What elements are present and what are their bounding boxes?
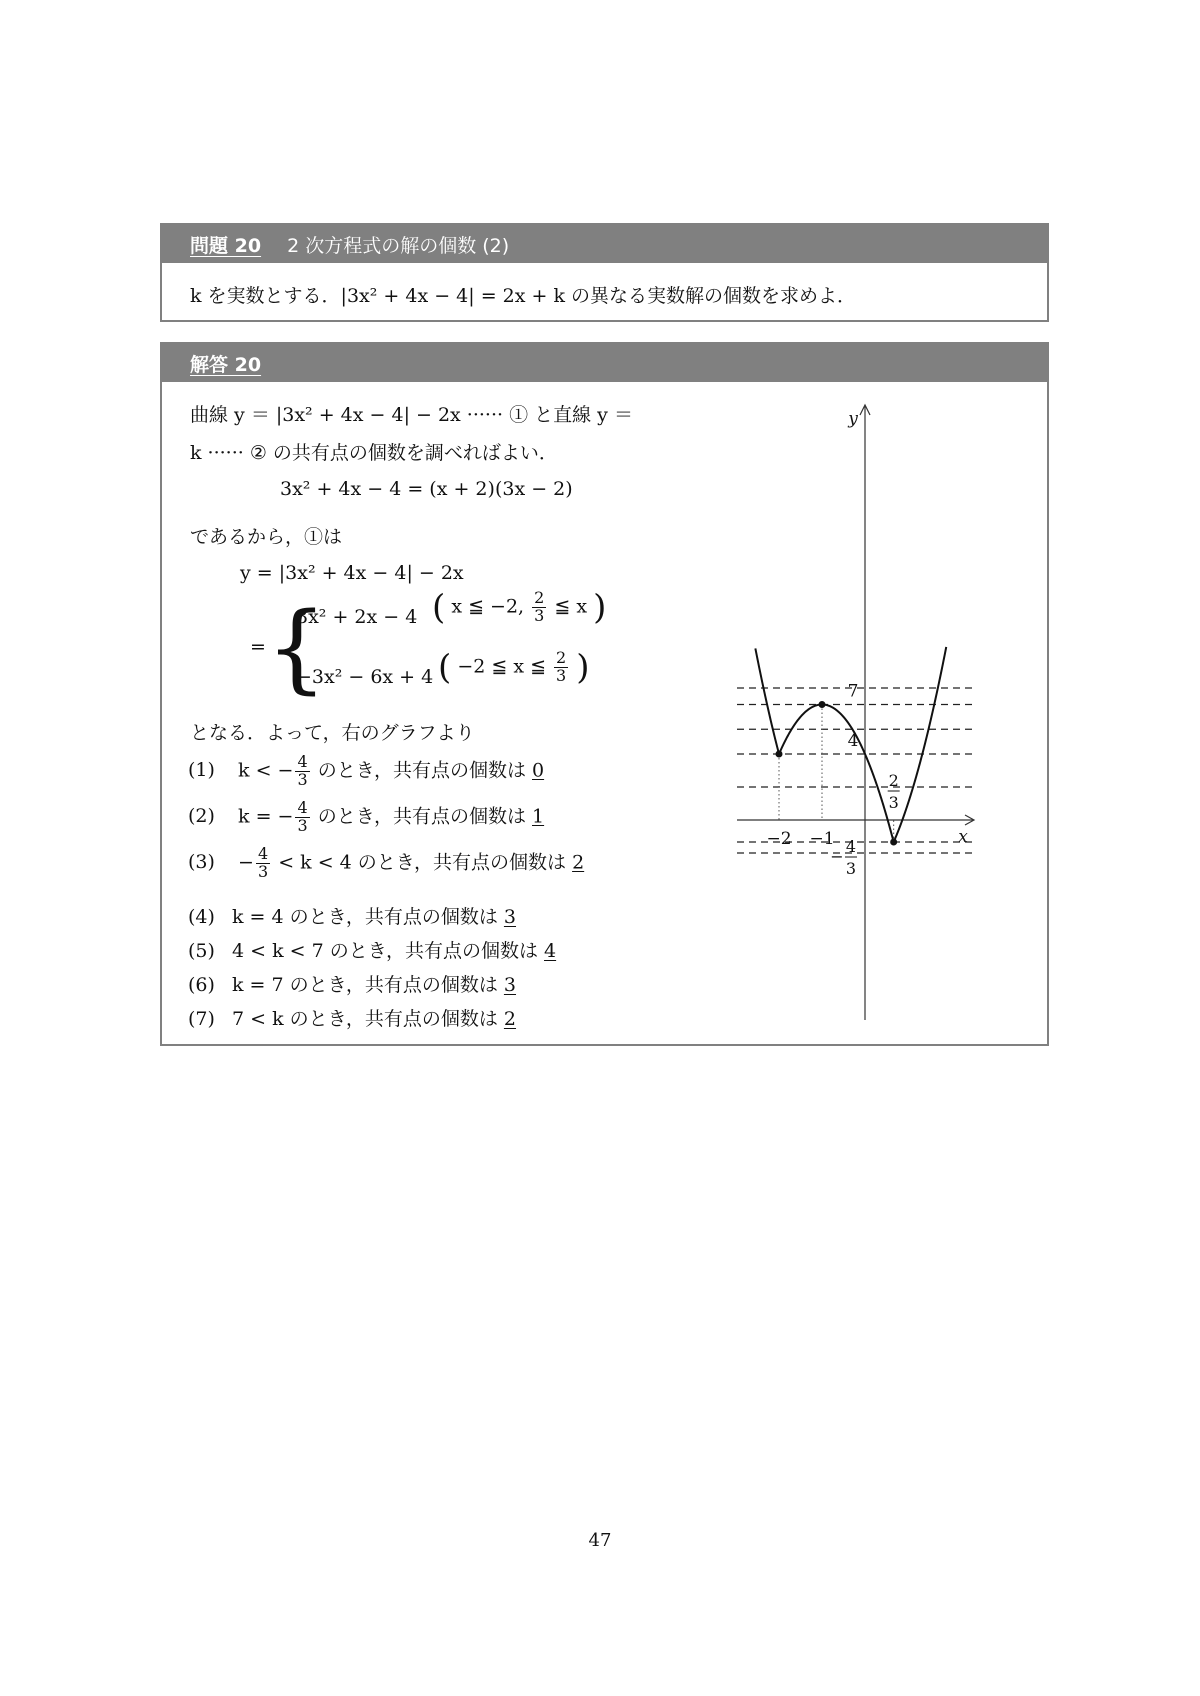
case1-fraction: $\frac{2}{3}$ <box>534 588 545 625</box>
case2-expression: −3x² − 6x + 4 <box>296 666 434 688</box>
fraction-label: 4 <box>845 837 857 856</box>
function-graph <box>737 402 977 1022</box>
problem-header <box>162 225 1047 263</box>
answer-line-3: であるから，①は <box>190 526 343 548</box>
case1-cond-b: ≦ x <box>554 595 588 618</box>
list-item: (1) k < − $\frac{4}{3}$ のとき，共有点の個数は 0 <box>188 752 545 789</box>
list-item: (2) k = − $\frac{4}{3}$ のとき，共有点の個数は 1 <box>188 798 545 835</box>
count-value: 3 <box>503 974 517 996</box>
count-value: 3 <box>503 906 517 928</box>
key-point <box>776 751 783 758</box>
answer-line-2: k ······ ② の共有点の個数を調べればよい． <box>190 442 558 464</box>
count-value: 2 <box>503 1008 517 1030</box>
equation-head: y = |3x² + 4x − 4| − 2x <box>240 562 464 584</box>
answer-box <box>160 342 1049 1046</box>
count-value: 2 <box>572 851 585 874</box>
case1-condition: ( x ≦ −2, $\frac{2}{3}$ ≦ x ) <box>432 587 607 628</box>
answer-line-4: となる．よって，右のグラフより <box>190 722 475 744</box>
piecewise-equals: = <box>250 636 266 658</box>
x-tick-label: −1 <box>809 829 835 849</box>
y-axis-label: y <box>848 409 858 429</box>
fraction-label: 2 <box>888 771 899 790</box>
answer-line-1: 曲線 y ＝ |3x² + 4x − 4| − 2x ······ ① と直線 y ＝ <box>190 404 633 426</box>
case1-cond-a: x ≦ −2, <box>451 595 525 618</box>
case1-expression: 3x² + 2x − 4 <box>296 606 418 628</box>
key-point <box>890 838 897 845</box>
fraction-label: − <box>830 847 844 866</box>
list-item: (3) − $\frac{4}{3}$ < k < 4 のとき，共有点の個数は 2 <box>188 844 585 881</box>
key-point <box>819 701 826 708</box>
y-tick-label: 7 <box>847 681 859 702</box>
y-tick-label: 4 <box>847 731 859 751</box>
problem-box <box>160 223 1049 322</box>
count-value: 0 <box>532 759 545 782</box>
piecewise-brace: { <box>266 592 328 704</box>
case2-condition: ( −2 ≦ x ≦ $\frac{2}{3}$ ) <box>438 647 590 688</box>
x-axis-label: x <box>958 827 968 847</box>
list-item: (5) 4 < k < 7 のとき，共有点の個数は 4 <box>188 940 557 962</box>
answer-header <box>162 344 1047 382</box>
list-item: (7) 7 < k のとき，共有点の個数は 2 <box>188 1008 517 1030</box>
page-number: 47 <box>588 1530 612 1551</box>
problem-statement: k を実数とする．|3x² + 4x − 4| = 2x + k の異なる実数解の個数を求めよ． <box>190 285 857 307</box>
answer-label: 解答 20 <box>190 353 262 376</box>
fraction-label: 3 <box>888 793 899 812</box>
x-tick-label: −2 <box>766 829 792 849</box>
list-item: (6) k = 7 のとき，共有点の個数は 3 <box>188 974 517 996</box>
factorization: 3x² + 4x − 4 = (x + 2)(3x − 2) <box>280 478 573 500</box>
problem-title: 2 次方程式の解の個数 (2) <box>287 234 510 257</box>
list-item: (4) k = 4 のとき，共有点の個数は 3 <box>188 906 517 928</box>
fraction-label: 3 <box>845 859 857 878</box>
case2-fraction: $\frac{2}{3}$ <box>556 648 567 685</box>
problem-label: 問題 20 <box>190 234 262 257</box>
case2-cond-a: −2 ≦ x ≦ <box>457 655 546 678</box>
count-value: 4 <box>544 940 557 962</box>
count-value: 1 <box>532 805 545 828</box>
